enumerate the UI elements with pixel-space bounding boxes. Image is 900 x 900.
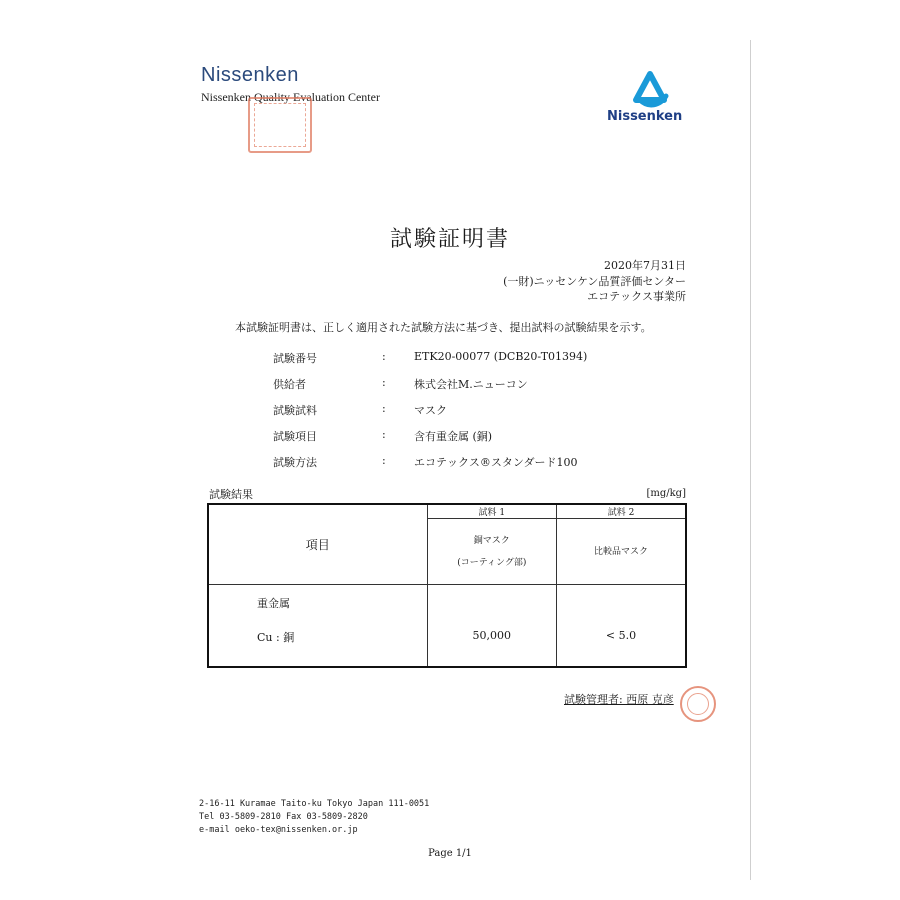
sample1-name-sub: (コーティング部) <box>457 557 527 568</box>
test-item-label: 試験項目 <box>273 430 317 443</box>
certificate-statement: 本試験証明書は、正しく適用された試験方法に基づき、提出試料の試験結果を示す。 <box>235 321 652 334</box>
supplier-value: 株式会社M.ニューコン <box>414 378 528 391</box>
item-header-cell: 項目 <box>208 504 427 585</box>
page-edge-line <box>750 40 751 880</box>
sample1-header: 試料 1 <box>427 504 556 519</box>
brand-subtitle: Nissenken Quality Evaluation Center <box>201 90 380 104</box>
element-cell <box>208 585 427 667</box>
info-colon: : <box>382 350 386 363</box>
table-row <box>208 585 686 667</box>
sample2-name-cell <box>557 519 686 585</box>
company-seal-stamp <box>248 97 312 153</box>
footer-address: 2-16-11 Kuramae Taito-ku Tokyo Japan 111-0051 <box>199 799 430 809</box>
test-method-value: エコテックス®スタンダード100 <box>414 456 578 469</box>
supplier-label: 供給者 <box>273 378 306 391</box>
sample2-name: 比較品マスク <box>594 546 649 557</box>
test-sample-label: 試験試料 <box>273 404 317 417</box>
sample1-value: 50,000 <box>472 629 512 643</box>
test-number-value: ETK20-00077 (DCB20-T01394) <box>414 350 588 363</box>
info-colon: : <box>382 402 386 415</box>
document-title: 試験証明書 <box>389 227 510 252</box>
test-number-label: 試験番号 <box>273 352 317 365</box>
page-number: Page 1/1 <box>428 848 472 859</box>
footer-email: e-mail oeko-tex@nissenken.or.jp <box>199 825 358 835</box>
test-method-label: 試験方法 <box>273 456 317 469</box>
nissenken-logo-icon <box>620 70 680 112</box>
sample2-value: < 5.0 <box>605 629 637 643</box>
test-manager-signature: 試験管理者: 西原 克彦 <box>564 693 674 706</box>
footer-phone: Tel 03-5809-2810 Fax 03-5809-2820 <box>199 812 368 822</box>
table-header-row <box>208 504 686 519</box>
element-label: Cu : 銅 <box>257 631 295 645</box>
sample2-value-cell <box>557 585 686 667</box>
test-item-value: 含有重金属 (銅) <box>414 430 493 443</box>
results-table <box>207 503 687 668</box>
issuer-office: エコテックス事業所 <box>587 290 686 303</box>
issuer-organization: (一財)ニッセンケン品質評価センター <box>503 275 686 288</box>
category-label: 重金属 <box>257 597 290 611</box>
info-colon: : <box>382 376 386 389</box>
issue-date: 2020年7月31日 <box>604 259 686 272</box>
info-colon: : <box>382 454 386 467</box>
sample1-name: 銅マスク <box>473 535 510 546</box>
test-sample-value: マスク <box>414 404 447 417</box>
personal-seal-stamp <box>680 686 716 722</box>
sample1-value-cell <box>427 585 556 667</box>
sample1-name-cell <box>427 519 556 585</box>
brand-name: Nissenken <box>201 64 299 86</box>
sample2-header: 試料 2 <box>557 504 686 519</box>
results-section-label: 試験結果 <box>209 488 253 501</box>
logo-wordmark: Nissenken <box>607 109 683 124</box>
results-unit: [mg/kg] <box>646 488 686 499</box>
info-colon: : <box>382 428 386 441</box>
